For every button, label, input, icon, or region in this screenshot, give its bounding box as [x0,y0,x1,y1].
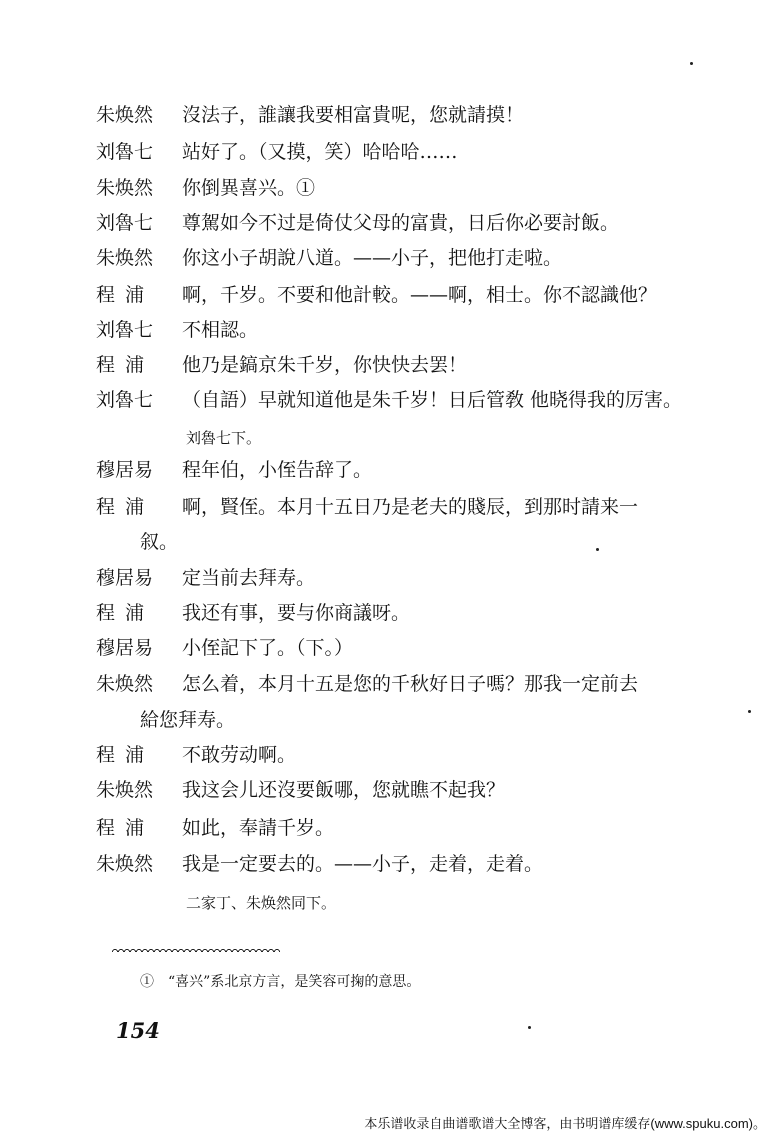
watermark-text: 本乐谱收录自曲谱歌谱大全博客，由书明谱库缓存(www.spuku.com)。 [364,1116,766,1131]
speaker-name: 刘魯七 [96,319,154,341]
dialogue-continuation [0,524,776,560]
speaker-name: 刘魯七 [96,389,154,411]
dialogue-text: 啊，千岁。不要和他計較。——啊，相士。你不認識他？ [182,284,658,306]
speaker-name: 朱焕然 [96,779,154,801]
stage-direction [0,420,776,456]
dialogue-line [0,810,776,846]
scan-speck [748,710,751,713]
dialogue-text: 不敢劳动啊。 [182,744,297,766]
stage-direction-text: 刘魯七下。 [186,429,262,447]
speaker-name: 朱焕然 [96,853,154,875]
dialogue-text: 站好了。（又摸，笑）哈哈哈…… [182,141,458,163]
dialogue-text: 我是一定要去的。——小子，走着，走着。 [182,853,544,875]
speaker-name: 程浦 [96,744,155,766]
speaker-name: 程浦 [96,496,155,518]
dialogue-line [0,846,776,882]
page-number: 154 [116,1018,160,1043]
stage-direction [0,885,776,921]
speaker-name: 穆居易 [96,567,154,589]
dialogue-line [0,666,776,702]
dialogue-line [0,97,776,133]
stage-direction-text: 二家丁、朱焕然同下。 [186,894,337,912]
scan-speck [596,548,599,551]
dialogue-line [0,312,776,348]
speaker-name: 程浦 [96,817,155,839]
dialogue-line [0,277,776,313]
scan-speck [528,1026,531,1029]
dialogue-text: 怎么着，本月十五是您的千秋好日子嗎？那我一定前去 [182,673,639,695]
speaker-name: 程浦 [96,284,155,306]
dialogue-text: 小侄記下了。（下。） [182,637,354,659]
footnote-divider [112,946,280,952]
continuation-text: 給您拜寿。 [140,709,236,731]
speaker-name: 朱焕然 [96,104,154,126]
dialogue-text: （自語）早就知道他是朱千岁！日后管敎 他晓得我的厉害。 [182,389,683,411]
dialogue-text: 他乃是鎬京朱千岁，你快快去罢！ [182,354,468,376]
speaker-name: 朱焕然 [96,247,154,269]
dialogue-text: 沒法子，誰讓我要相富貴呢，您就請摸！ [182,104,525,126]
dialogue-text: 我这会儿还沒要飯哪，您就瞧不起我？ [182,779,506,801]
continuation-text: 叙。 [140,531,179,553]
speaker-name: 刘魯七 [96,141,154,163]
speaker-name: 朱焕然 [96,177,154,199]
scan-speck [690,62,693,65]
speaker-name: 朱焕然 [96,673,154,695]
speaker-name: 穆居易 [96,459,154,481]
speaker-name: 穆居易 [96,637,154,659]
dialogue-line [0,205,776,241]
dialogue-text: 啊，賢侄。本月十五日乃是老夫的賤辰，到那时請来一 [182,496,639,518]
dialogue-line [0,560,776,596]
dialogue-text: 尊駕如今不过是倚仗父母的富貴，日后你必要討飯。 [182,212,620,234]
dialogue-text: 不相認。 [182,319,259,341]
dialogue-text: 你这小子胡說八道。——小子，把他打走啦。 [182,247,563,269]
speaker-name: 程浦 [96,602,155,624]
dialogue-line [0,737,776,773]
dialogue-text: 你倒異喜兴。① [182,177,316,199]
dialogue-text: 我还有事，要与你商議呀。 [182,602,411,624]
dialogue-line [0,240,776,276]
dialogue-line [0,347,776,383]
dialogue-text: 如此，奉請千岁。 [182,817,335,839]
dialogue-line [0,382,776,418]
dialogue-line [0,595,776,631]
speaker-name: 程浦 [96,354,155,376]
speaker-name: 刘魯七 [96,212,154,234]
dialogue-line [0,452,776,488]
footnote: ① “喜兴”系北京方言，是笑容可掬的意思。 [140,974,421,990]
dialogue-line [0,489,776,525]
dialogue-line [0,170,776,206]
dialogue-text: 定当前去拜寿。 [182,567,316,589]
dialogue-line [0,134,776,170]
dialogue-line [0,630,776,666]
dialogue-line [0,772,776,808]
dialogue-text: 程年伯，小侄告辞了。 [182,459,373,481]
dialogue-continuation [0,702,776,738]
